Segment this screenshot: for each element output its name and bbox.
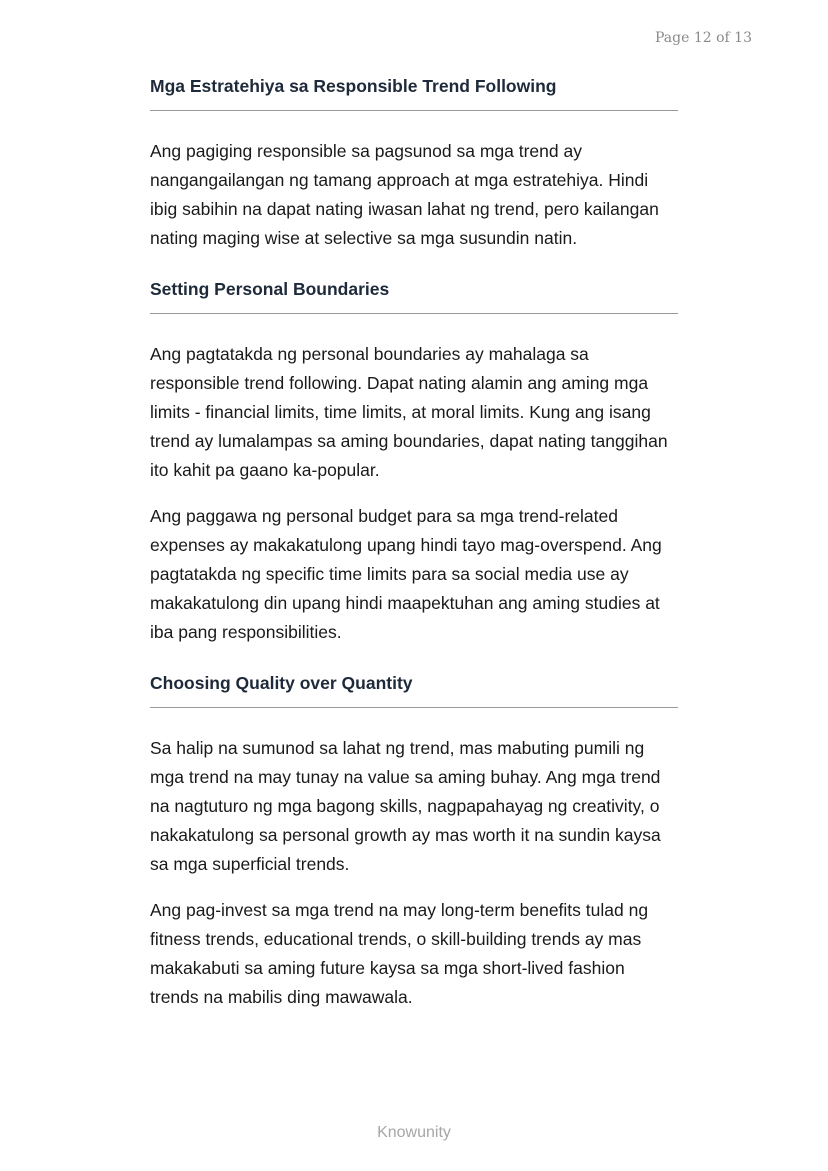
- section-heading-strategies: Mga Estratehiya sa Responsible Trend Following: [150, 76, 678, 111]
- paragraph: Sa halip na sumunod sa lahat ng trend, mas mabuting pumili ng mga trend na may tunay na value sa aming buhay. Ang mga trend na nagtuturo ng mga bagong skills, nagpapahayag ng creativity, o nakakatulong sa personal growth ay mas worth it na sundin kaysa sa mga superficial trends.: [150, 738, 661, 874]
- document-body: [150, 76, 678, 1012]
- footer-brand: Knowunity: [377, 1124, 451, 1141]
- section-heading-boundaries: Setting Personal Boundaries: [150, 279, 678, 314]
- paragraph: Ang pagiging responsible sa pagsunod sa mga trend ay nangangailangan ng tamang approach at mga estratehiya. Hindi ibig sabihin na dapat nating iwasan lahat ng trend, pero kailangan nating maging wise at selective sa mga susundin natin.: [150, 141, 659, 248]
- paragraph: Ang pagtatakda ng personal boundaries ay mahalaga sa responsible trend following. Dapat nating alamin ang aming mga limits - financial limits, time limits, at moral limits. Kung ang isang trend ay lumalampas sa aming boundaries, dapat nating tanggihan ito kahit pa gaano ka-popular.: [150, 344, 668, 480]
- paragraph: Ang pag-invest sa mga trend na may long-term benefits tulad ng fitness trends, educational trends, o skill-building trends ay mas makakabuti sa aming future kaysa sa mga short-lived fashion trends na mabilis ding mawawala.: [150, 900, 649, 1007]
- paragraph: Ang paggawa ng personal budget para sa mga trend-related expenses ay makakatulong upang hindi tayo mag-overspend. Ang pagtatakda ng specific time limits para sa social media use ay makakatulong din upang hindi maapektuhan ang aming studies at iba pang responsibilities.: [150, 506, 662, 642]
- page-number: Page 12 of 13: [655, 30, 752, 46]
- section-heading-quality: Choosing Quality over Quantity: [150, 673, 678, 708]
